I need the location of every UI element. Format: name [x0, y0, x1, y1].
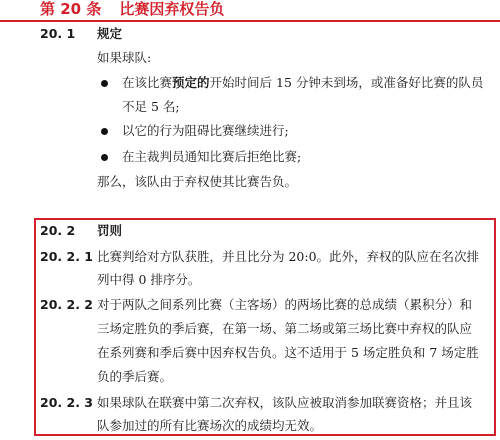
item-20-2-2-line-4: 负的季后赛。: [97, 369, 173, 384]
bullet-dot: [101, 80, 108, 87]
item-20-2-2-line-2: 三场定胜负的季后赛，在第一场、第二场或第三场比赛中弃权的队应: [97, 321, 473, 336]
article-number: 第 20 条: [40, 0, 102, 18]
item-20-2-1-line-2: 列中得 0 排序分。: [97, 272, 201, 287]
bullet-1-line-2: 不足 5 名;: [122, 99, 180, 114]
article-title: 比赛因弃权告负: [119, 0, 225, 18]
item-number-20-2-1: 20. 2. 1: [40, 249, 93, 264]
intro-text: 如果球队:: [97, 50, 152, 65]
item-20-2-3-line-2: 队参加过的所有比赛场次的成绩均无效。: [97, 418, 323, 433]
bullet-3: 在主裁判员通知比赛后拒绝比赛;: [122, 149, 302, 164]
section-number-20-1: 20. 1: [40, 26, 76, 41]
heading-rule: [0, 20, 500, 22]
bullet-dot: [101, 128, 108, 135]
bullet-1-pre: 在该比赛: [122, 75, 173, 90]
item-number-20-2-2: 20. 2. 2: [40, 297, 93, 312]
section-title-rules: 规定: [97, 26, 123, 41]
bullet-2: 以它的行为阻碍比赛继续进行;: [122, 123, 289, 138]
bullet-1-line-1: [122, 75, 483, 91]
item-20-2-2-line-1: 对于两队之间系列比赛（主客场）的两场比赛的总成绩（累积分）和: [97, 297, 473, 312]
article-heading: [40, 0, 224, 18]
bullet-1-emphasis: 预定的: [172, 75, 210, 90]
item-number-20-2-3: 20. 2. 3: [40, 395, 93, 410]
item-20-2-2-line-3: 在系列赛和季后赛中因弃权告负。这不适用于 5 场定胜负和 7 场定胜: [97, 345, 479, 360]
section-number-20-2: 20. 2: [40, 223, 76, 238]
bullet-dot: [101, 154, 108, 161]
item-20-2-1-line-1: 比赛判给对方队获胜，并且比分为 20:0。此外，弃权的队应在名次排: [97, 249, 480, 264]
bullet-1-post: 开始时间后 15 分钟未到场，或准备好比赛的队员: [209, 75, 484, 90]
section-title-penalties: 罚则: [97, 223, 123, 238]
item-20-2-3-line-1: 如果球队在联赛中第二次弃权，该队应被取消参加联赛资格；并且该: [97, 395, 473, 410]
conclusion-text: 那么，该队由于弃权使其比赛告负。: [97, 174, 298, 189]
